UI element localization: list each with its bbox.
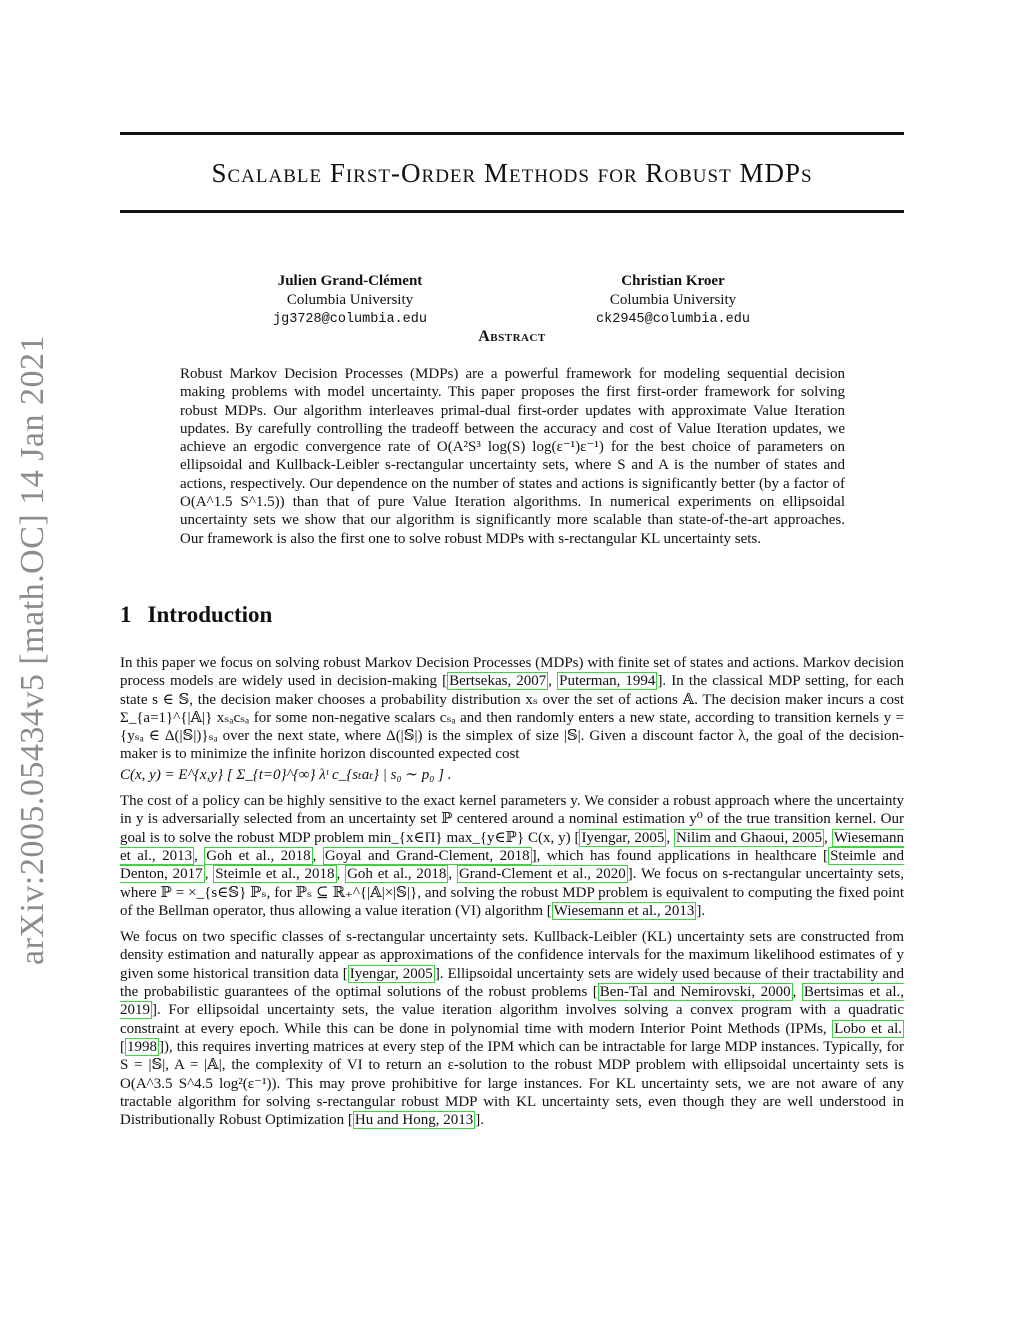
intro-paragraph-2: The cost of a policy can be highly sensitive to the exact kernel parameters y. We consider a robust approach where the uncertainty in y is adversarially selected from an uncertainty set ℙ centered around a nominal estimation y⁰ of the true transition kernel. Our goal is to solve the robust MDP problem min_{x∈Π} max_{y∈ℙ} C(x, y) [ Iyengar, 2005 , Nilim and Ghaoui, 2005 , Wiesemann et al., 2013 , Goh et al., 2018 , Goyal and Grand-Clement, 2018 ], which has found applications in healthcare [ Steimle and Denton, 2017 , Steimle et al., 2018 , Goh et al., 2018 , Grand-Clement et al., 2020 ]. We focus on s-rectangular uncertainty sets, where ℙ = ×_{s∈𝕊} ℙₛ, for ℙₛ ⊆ ℝ₊^{|𝔸|×|𝕊|}, and solving the robust MDP problem is equivalent to computing the fixed point of the Bellman operator, thus allowing a value iteration (VI) algorithm [ Wiesemann et al., 2013 ]. xyxy=(120,793,905,919)
author-email[interactable]: ck2945@columbia.edu xyxy=(596,312,750,327)
citation-link[interactable]: Steimle et al., 2018 xyxy=(215,866,335,883)
citation-link[interactable]: Steimle and Denton, 2017 xyxy=(120,847,905,883)
citation-link[interactable]: Grand-Clement et al., 2020 xyxy=(458,866,626,883)
paper-title: Scalable First-Order Methods for Robust MDPs xyxy=(211,158,813,188)
citation-link[interactable]: Goyal and Grand-Clement, 2018 xyxy=(324,847,530,864)
abstract-text: Robust Markov Decision Processes (MDPs) are a powerful framework for modeling sequential decision making problems with model uncertainty. This paper proposes the first first-order framework for solving robust MDPs. Our algorithm interleaves primal-dual first-order updates with approximate Value Iteration updates. By carefully controlling the tradeoff between the accuracy and cost of Value Iteration updates, we achieve an ergodic convergence rate of O(A²S³ log(S) log(ε⁻¹)ε⁻¹) for the best choice of parameters on ellipsoidal and Kullback-Leibler s-rectangular uncertainty sets, where S and A is the number of states and actions, respectively. Our dependence on the number of states and actions is significantly better (by a factor of O(A^1.5 S^1.5)) than that of pure Value Iteration algorithms. In numerical experiments on ellipsoidal uncertainty sets we show that our algorithm is significantly more scalable than state-of-the-art approaches. Our framework is also the first one to solve robust MDPs with s-rectangular KL uncertainty sets. xyxy=(180,366,845,547)
section-title: Introduction xyxy=(147,602,273,627)
arxiv-stamp-text: arXiv:2005.05434v5 [math.OC] 14 Jan 2021 xyxy=(14,334,52,966)
citation-link[interactable]: 1998 xyxy=(127,1038,157,1055)
citation-link[interactable]: Goh et al., 2018 xyxy=(206,847,311,864)
author-name: Christian Kroer xyxy=(621,273,725,289)
author-email[interactable]: jg3728@columbia.edu xyxy=(273,312,427,327)
arxiv-side-stamp xyxy=(2,334,64,966)
title-rule-bottom xyxy=(120,210,904,213)
section-heading xyxy=(120,602,272,628)
citation-link[interactable]: Ben-Tal and Nemirovski, 2000 xyxy=(599,984,791,1001)
citation-link[interactable]: Lobo et al. xyxy=(834,1020,902,1037)
author-block-1 xyxy=(250,272,450,329)
citation-link[interactable]: Puterman, 1994 xyxy=(559,673,656,690)
abstract-heading: Abstract xyxy=(478,328,546,345)
intro-paragraph-3: We focus on two specific classes of s-rectangular uncertainty sets. Kullback-Leibler (KL) uncertainty sets are constructed from density estimation and naturally appear as approximations of the confidence intervals for the maximum likelihood estimates of y given some historical transition data [ Iyengar, 2005 ]. Ellipsoidal uncertainty sets are widely used because of their tractability and the probabilistic guarantees of the optimal solutions of the robust problems [ Ben-Tal and Nemirovski, 2000 , Bertsimas et al., 2019 ]. For ellipsoidal uncertainty sets, the value iteration algorithm involves solving a convex program with a quadratic constraint at every epoch. While this can be done in polynomial time with modern Interior Point Methods (IPMs, Lobo et al. [ 1998 ]), this requires inverting matrices at every step of the IPM which can be intractable for large MDP instances. Typically, for S = |𝕊|, A = |𝔸|, the complexity of VI to return an ε-solution to the robust MDP problem with ellipsoidal uncertainty sets is O(A^3.5 S^4.5 log²(ε⁻¹)). This may prove prohibitive for large instances. For KL uncertainty sets, we are not aware of any tractable algorithm for solving s-rectangular robust MDP with KL uncertainty sets, even though they are well understood in Distributionally Robust Optimization [ Hu and Hong, 2013 ]. xyxy=(120,929,904,1129)
author-affiliation: Columbia University xyxy=(286,292,414,308)
citation-link[interactable]: Bertsekas, 2007 xyxy=(449,673,547,690)
cost-equation: C(x, y) = E^{x,y} [ Σ_{t=0}^{∞} λᵗ c_{sₜaₜ} | s₀ ∼ p₀ ] . xyxy=(120,766,452,783)
citation-link[interactable]: Iyengar, 2005 xyxy=(349,965,433,982)
citation-link[interactable]: Hu and Hong, 2013 xyxy=(354,1112,474,1129)
citation-link[interactable]: Wiesemann et al., 2013 xyxy=(553,902,695,919)
intro-paragraph-1: In this paper we focus on solving robust Markov Decision Processes (MDPs) with finite set of states and actions. Markov decision process models are widely used in decision-making [ Bertsekas, 2007 , Puterman, 1994 ]. In the classical MDP setting, for each state s ∈ 𝕊, the decision maker chooses a probability distribution xₛ over the set of actions 𝔸. The decision maker incurs a cost Σ_{a=1}^{|𝔸|} xₛₐcₛₐ for some non-negative scalars cₛₐ and then randomly enters a new state, according to transition kernels y = {yₛₐ ∈ Δ(|𝕊|)}ₛₐ over the next state, where Δ(|𝕊|) is the simplex of size |𝕊|. Given a discount factor λ, the goal of the decision-maker is to minimize the infinite horizon discounted expected cost C(x, y) = E^{x,y} [ Σ_{t=0}^{∞} λᵗ c_{sₜaₜ} | s₀ ∼ p₀ ] . xyxy=(120,655,905,783)
citation-link[interactable]: Goh et al., 2018 xyxy=(347,866,447,883)
citation-link[interactable]: Iyengar, 2005 xyxy=(581,829,665,846)
author-affiliation: Columbia University xyxy=(609,292,737,308)
citation-link[interactable]: Wiesemann et al., 2013 xyxy=(120,829,905,864)
author-name: Julien Grand-Clément xyxy=(277,273,423,289)
section-number: 1 xyxy=(120,602,132,627)
citation-link[interactable]: Nilim and Ghaoui, 2005 xyxy=(675,829,823,846)
title-rule-top xyxy=(120,132,904,135)
introduction-body xyxy=(120,654,904,1137)
author-block-2 xyxy=(573,272,773,329)
citation-link[interactable]: Bertsimas et al., 2019 xyxy=(120,984,904,1019)
